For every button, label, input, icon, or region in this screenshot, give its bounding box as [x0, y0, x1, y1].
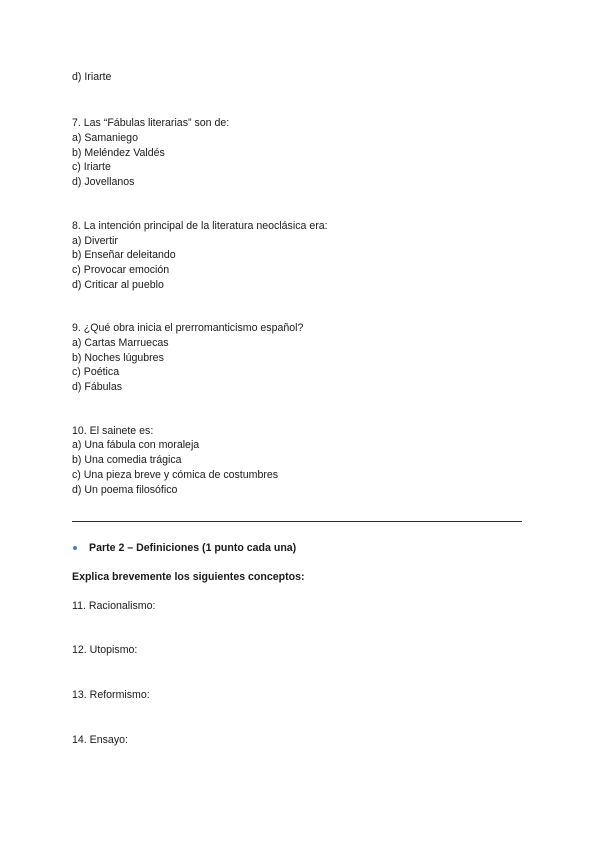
q7-option-b: b) Meléndez Valdés [72, 147, 165, 159]
q7-option-d: d) Jovellanos [72, 176, 135, 188]
item-12: 12. Utopismo: [72, 644, 138, 656]
item-13: 13. Reformismo: [72, 689, 150, 701]
item-14: 14. Ensayo: [72, 734, 128, 746]
q7-option-c: c) Iriarte [72, 161, 111, 173]
q7-question: 7. Las “Fábulas literarias” son de: [72, 117, 230, 129]
q8-option-d: d) Criticar al pueblo [72, 279, 164, 291]
q10-option-d: d) Un poema filosófico [72, 484, 178, 496]
item-11: 11. Racionalismo: [72, 600, 156, 612]
q10-option-a: a) Una fábula con moraleja [72, 439, 200, 451]
q8-option-b: b) Enseñar deleitando [72, 249, 176, 261]
q8-option-a: a) Divertir [72, 235, 118, 247]
bullet-icon [73, 546, 77, 550]
q10-option-b: b) Una comedia trágica [72, 454, 182, 466]
q10-option-c: c) Una pieza breve y cómica de costumbres [72, 469, 279, 481]
q10-question: 10. El sainete es: [72, 425, 154, 437]
q9-option-c: c) Poética [72, 366, 120, 378]
q9-option-a: a) Cartas Marruecas [72, 337, 169, 349]
q8-option-c: c) Provocar emoción [72, 264, 170, 276]
part2-heading: Parte 2 – Definiciones (1 punto cada una) [89, 542, 297, 554]
q6-option-d: d) Iriarte [72, 71, 112, 83]
section-divider [72, 521, 522, 522]
q8-question: 8. La intención principal de la literatura neoclásica era: [72, 220, 328, 232]
q9-option-b: b) Noches lúgubres [72, 352, 164, 364]
q9-question: 9. ¿Qué obra inicia el prerromanticismo español? [72, 322, 304, 334]
part2-instruction: Explica brevemente los siguientes conceptos: [72, 571, 305, 583]
q9-option-d: d) Fábulas [72, 381, 123, 393]
q7-option-a: a) Samaniego [72, 132, 138, 144]
